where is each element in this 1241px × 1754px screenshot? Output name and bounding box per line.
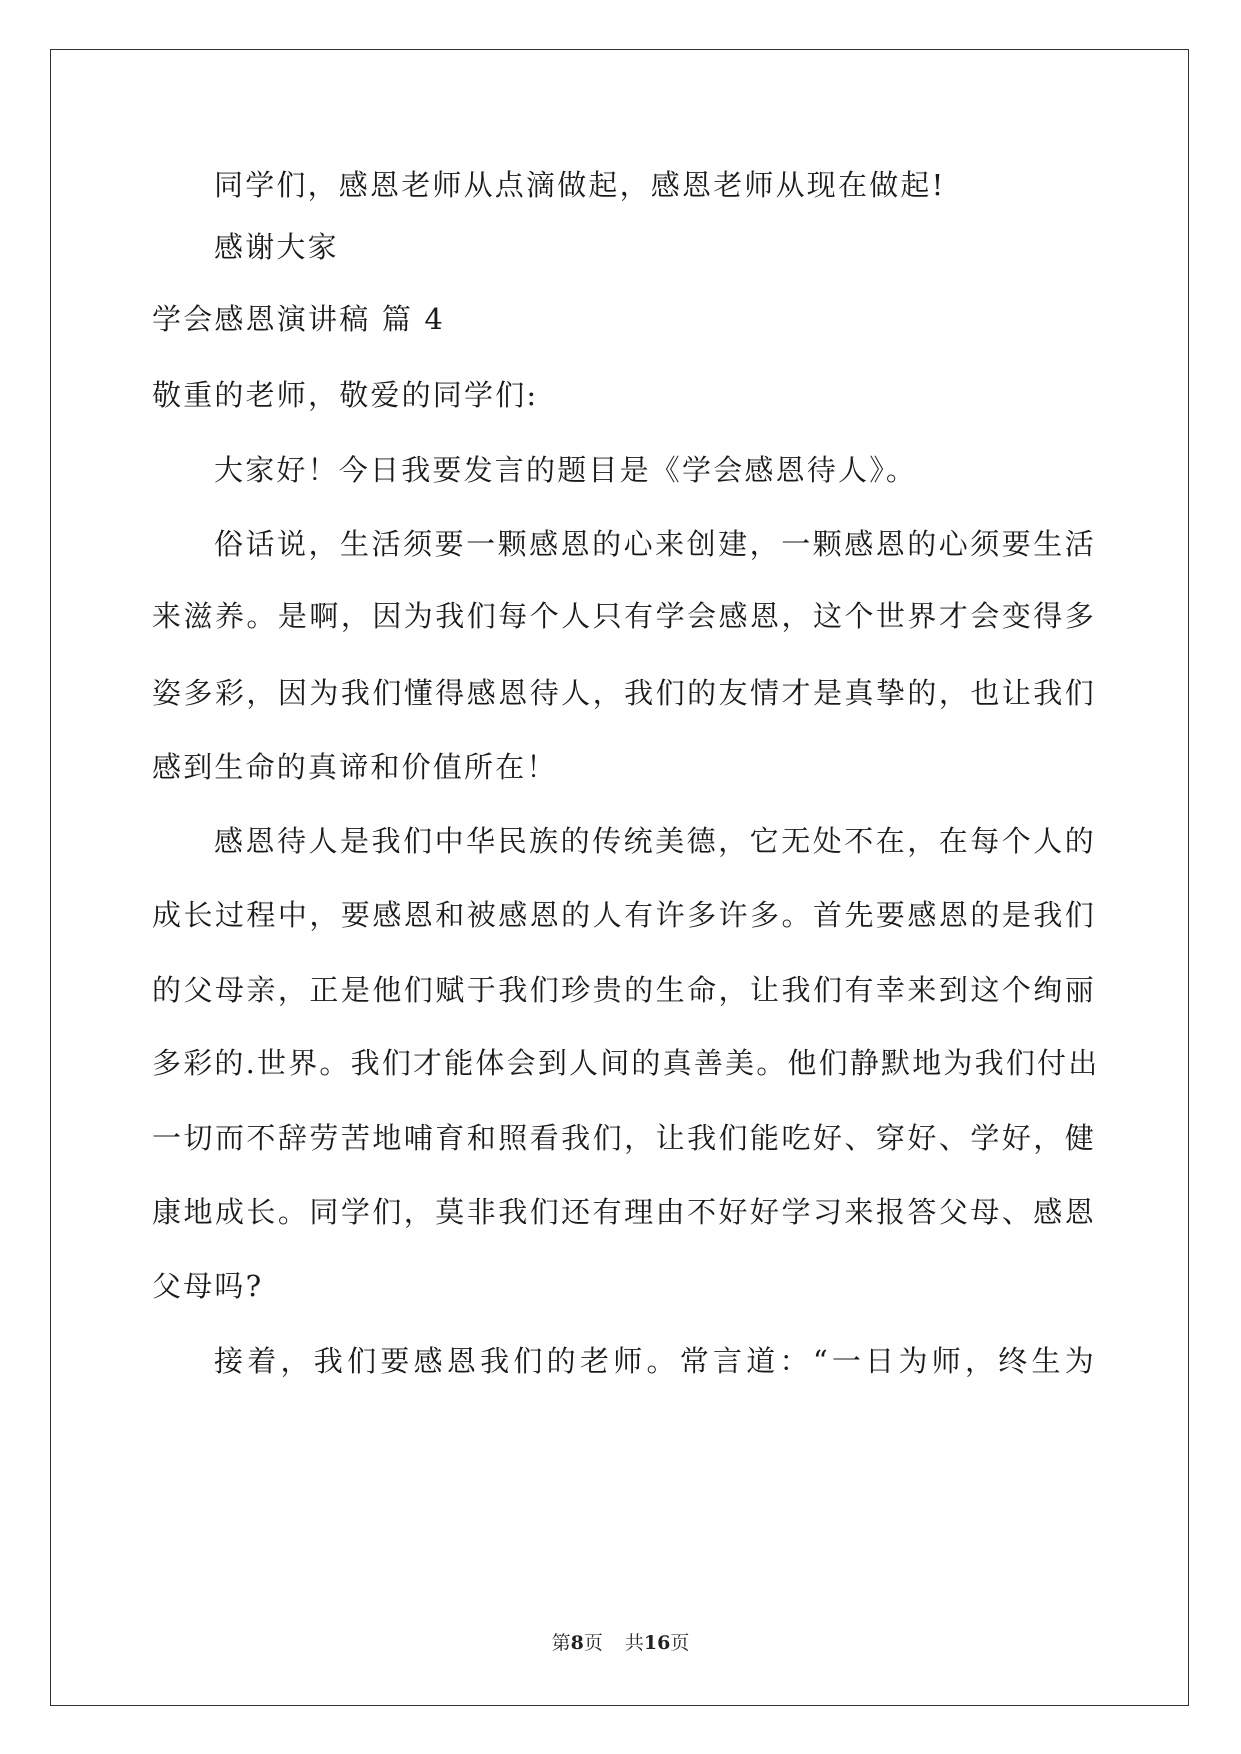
footer-page-suffix: 页 [583,1632,603,1654]
current-page-number: 8 [570,1632,584,1654]
footer-total-prefix: 共 [624,1632,644,1654]
paragraph-line: 一切而不辞劳苦地哺育和照看我们，让我们能吃好、穿好、学好，健 [152,1121,1096,1155]
paragraph-line: 俗话说，生活须要一颗感恩的心来创建，一颗感恩的心须要生活 [214,527,1096,561]
total-page-count: 16 [643,1632,671,1654]
paragraph-line: 感到生命的真谛和价值所在！ [152,750,558,784]
paragraph-line: 感谢大家 [214,230,339,264]
paragraph-line: 姿多彩，因为我们懂得感恩待人，我们的友情才是真挚的，也让我们 [152,676,1096,710]
paragraph-line: 父母吗? [152,1269,264,1303]
footer-prefix: 第 [551,1632,571,1654]
footer-total-suffix: 页 [670,1632,690,1654]
paragraph-line: 成长过程中，要感恩和被感恩的人有许多许多。首先要感恩的是我们 [152,898,1096,932]
paragraph-line: 接着，我们要感恩我们的老师。常言道：“一日为师，终生为 [214,1344,1096,1378]
paragraph-line: 同学们，感恩老师从点滴做起，感恩老师从现在做起! [214,168,946,202]
paragraph-line: 康地成长。同学们，莫非我们还有理由不好好学习来报答父母、感恩 [152,1195,1096,1229]
paragraph-line: 的父母亲，正是他们赋于我们珍贵的生命，让我们有幸来到这个绚丽 [152,973,1096,1007]
paragraph-line: 多彩的.世界。我们才能体会到人间的真善美。他们静默地为我们付出 [152,1046,1100,1080]
paragraph-line: 感恩待人是我们中华民族的传统美德，它无处不在，在每个人的 [214,824,1096,858]
page-frame [50,49,1189,1706]
section-heading: 学会感恩演讲稿 篇 4 [152,302,446,336]
paragraph-line: 来滋养。是啊，因为我们每个人只有学会感恩，这个世界才会变得多 [152,599,1096,633]
page-footer [0,1631,1241,1655]
salutation-line: 敬重的老师，敬爱的同学们: [152,378,539,412]
paragraph-line: 大家好！今日我要发言的题目是《学会感恩待人》。 [214,453,918,487]
